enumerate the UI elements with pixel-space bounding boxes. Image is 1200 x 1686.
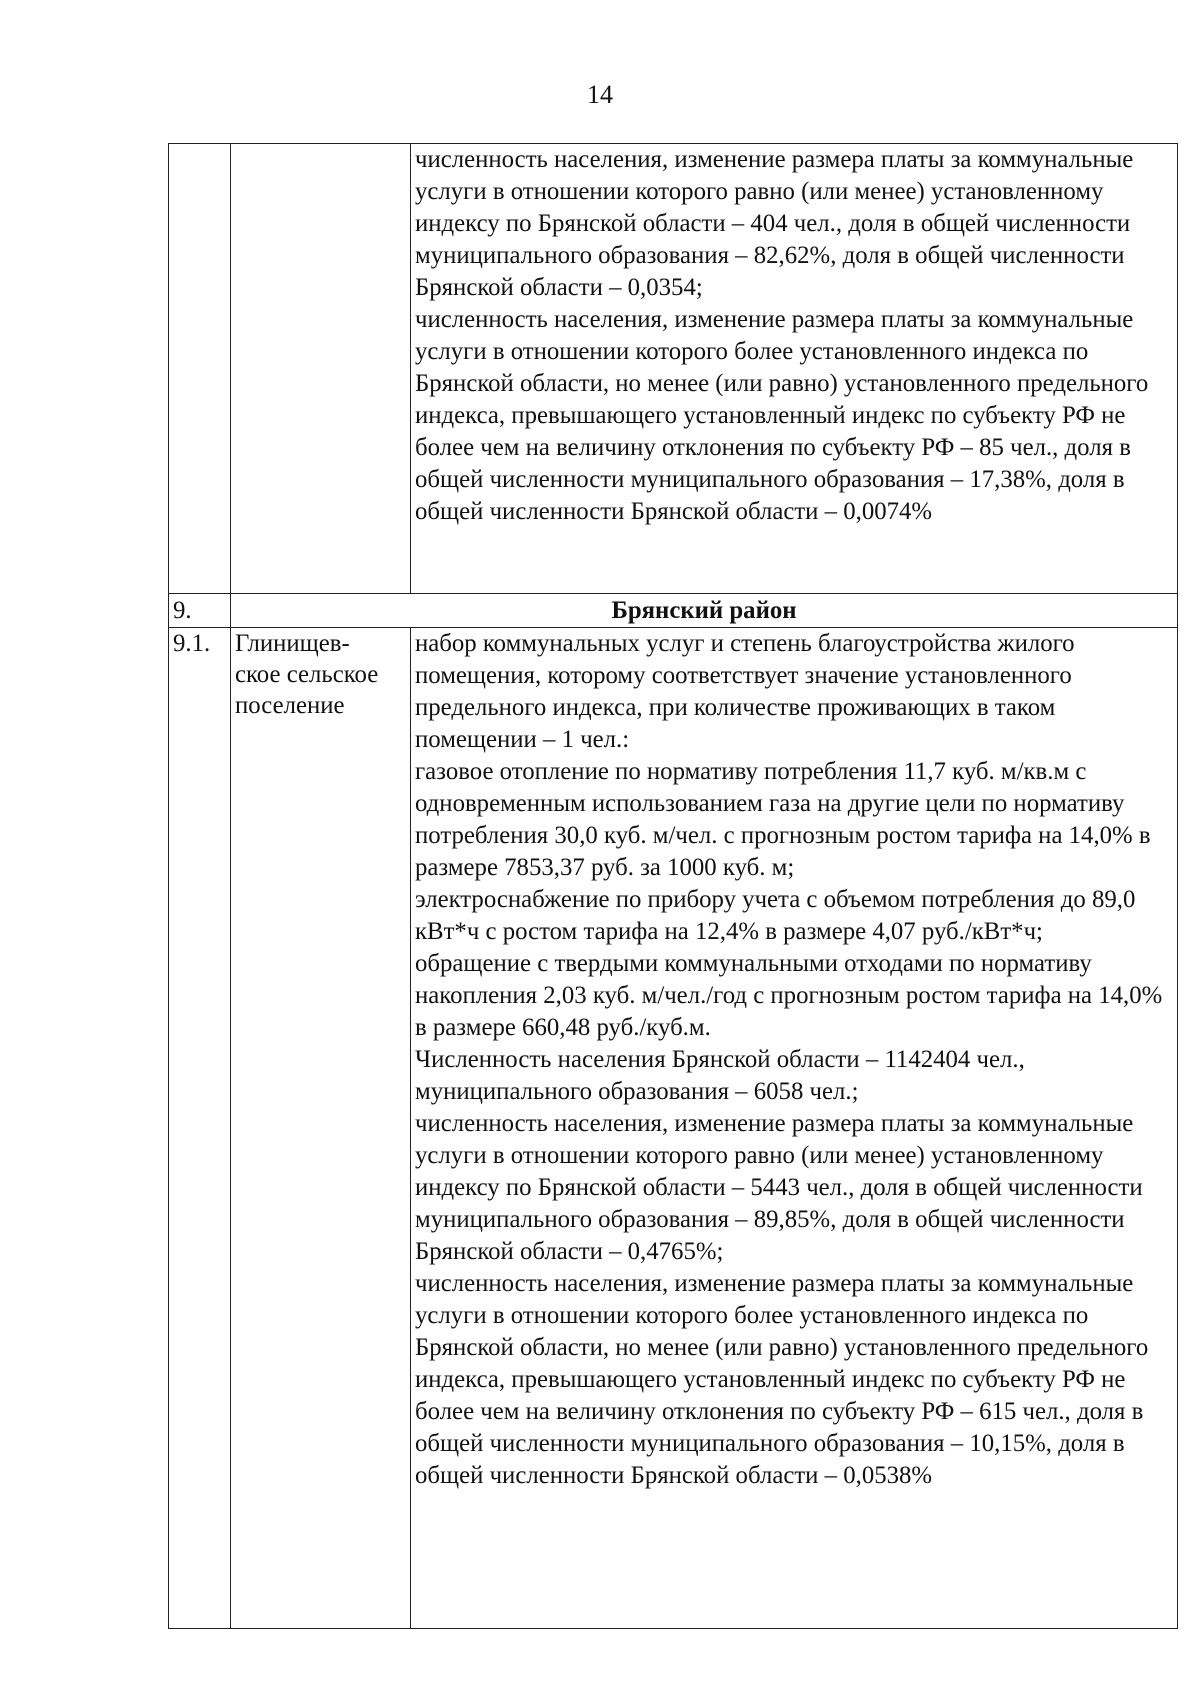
municipality-name-cell [231, 144, 411, 594]
description-cell [411, 144, 1178, 594]
table-row-region [169, 594, 1178, 628]
description-paragraph: обращение с твердыми коммунальными отходами по нормативу накопления 2,03 куб. м/чел./год с прогнозным ростом тарифа на 14,0% в размере 660,48 руб./куб.м. [415, 950, 1163, 1041]
description-paragraph: Численность населения Брянской области – 1142404 чел., муниципального образования – 6058 чел.; [415, 1046, 1025, 1105]
document-table [168, 143, 1178, 1629]
description-paragraph: численность населения, изменение размера платы за коммунальные услуги в отношении которого более установленного индекса по Брянской области, но менее (или равно) установленного предельного индекса, превышающего установленный индекс по субъекту РФ не более чем на величину отклонения по субъекту РФ – 85 чел., доля в общей численности муниципального образования – 17,38%, доля в общей численности Брянской области – 0,0074% [415, 306, 1149, 525]
description-paragraph: электроснабжение по прибору учета с объемом потребления до 89,0 кВт*ч с ростом тарифа на 12,4% в размере 4,07 руб./кВт*ч; [415, 886, 1136, 945]
region-title: Брянский район [231, 594, 1178, 628]
region-number-cell: 9. [169, 594, 231, 628]
table-row-continuation [169, 144, 1178, 594]
description-paragraph: газовое отопление по нормативу потребления 11,7 куб. м/кв.м с одновременным использованием газа на другие цели по нормативу потребления 30,0 куб. м/чел. с прогнозным ростом тарифа на 14,0% в размере 7853,37 руб. за 1000 куб. м; [415, 758, 1151, 881]
row-number-cell [169, 144, 231, 594]
municipality-name-cell [231, 628, 411, 1629]
page-number: 14 [587, 80, 613, 109]
row-number-cell: 9.1. [169, 628, 231, 1629]
municipality-name-line: поселение [235, 692, 345, 719]
description-paragraph: набор коммунальных услуг и степень благоустройства жилого помещения, которому соответствует значение установленного предельного индекса, при количестве проживающих в таком помещении – 1 чел.: [415, 630, 1075, 753]
description-paragraph: численность населения, изменение размера платы за коммунальные услуги в отношении которого более установленного индекса по Брянской области, но менее (или равно) установленного предельного индекса, превышающего установленный индекс по субъекту РФ не более чем на величину отклонения по субъекту РФ – 615 чел., доля в общей численности муниципального образования – 10,15%, доля в общей численности Брянской области – 0,0538% [415, 1270, 1149, 1489]
description-cell [411, 628, 1178, 1629]
description-paragraph: численность населения, изменение размера платы за коммунальные услуги в отношении которого равно (или менее) установленному индексу по Брянской области – 404 чел., доля в общей численности муниципального образования – 82,62%, доля в общей численности Брянской области – 0,0354; [415, 146, 1134, 301]
municipality-name-line: ское сельское [235, 661, 379, 688]
description-paragraph: численность населения, изменение размера платы за коммунальные услуги в отношении которого равно (или менее) установленному индексу по Брянской области – 5443 чел., доля в общей численности муниципального образования – 89,85%, доля в общей численности Брянской области – 0,4765%; [415, 1110, 1143, 1265]
municipality-name-line: Глинищев- [235, 630, 350, 657]
table-row-entry [169, 628, 1178, 1629]
